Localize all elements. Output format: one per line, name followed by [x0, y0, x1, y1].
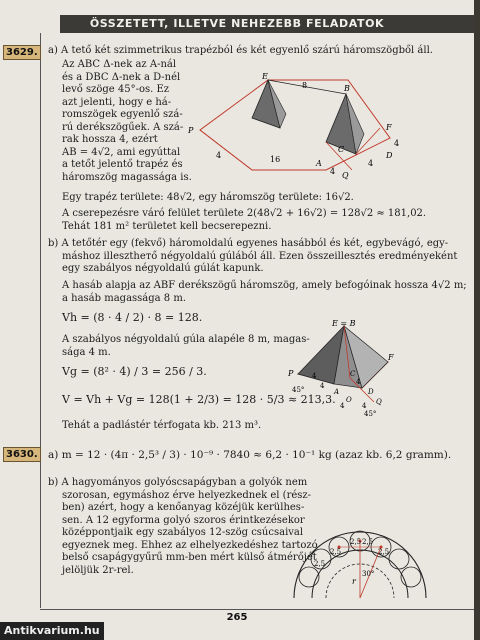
- problem-number-3629: 3629.: [3, 45, 41, 60]
- p3629-pyramid-text: [62, 334, 310, 359]
- text-line: b) A hagyományos golyóscsapágyban a golyók nem: [48, 477, 308, 488]
- margin-rule: [40, 33, 41, 608]
- footer-rule: [40, 609, 474, 610]
- label-E-B: E = B: [332, 319, 356, 328]
- text-line: b) A tetőtér egy (fekvő) háromoldalú egyenes hasábból és két, egybevágó, egy-: [48, 238, 449, 249]
- problem-number-3630: 3630.: [3, 447, 41, 462]
- angle-label: 45°: [292, 386, 305, 394]
- section-title: ÖSSZETETT, ILLETVE NEHEZEBB FELADATOK: [89, 17, 385, 30]
- length-a: 4: [330, 167, 336, 176]
- label-Q: Q: [376, 398, 382, 406]
- text-line: rak hossza 4, ezért: [62, 134, 158, 145]
- p3629-areas: Egy trapéz területe: 48√2, egy háromszög területe: 16√2.: [62, 192, 354, 203]
- angle-label: 30°: [362, 570, 375, 578]
- radius-label: r: [352, 577, 356, 586]
- text-line: sen. A 12 egyforma golyó szoros érintkezésekor: [62, 514, 305, 526]
- p3629-prism-base: A hasáb alapja az ABF derékszögű háromszög, amely befogóinak hossza 4√2 m;: [62, 280, 467, 291]
- label-Q: Q: [342, 171, 349, 180]
- p3629-cover: A cserepezésre váró felület területe 2(48√2 + 16√2) = 128√2 ≈ 181,02.: [62, 208, 427, 219]
- label-F: F: [388, 353, 394, 362]
- p3629-v-formula: V = Vh + Vg = 128(1 + 2/3) = 128 · 5/3 ≈ 213,3.: [62, 393, 336, 406]
- text-line: egy szabályos négyoldalú gúlát kapunk.: [62, 263, 264, 274]
- text-line: máshoz illesztheтő négyoldalú gúlából áll. Ezen összeillesztés eredményeként: [62, 250, 458, 262]
- length-label: 4: [340, 402, 345, 410]
- p3630-a-formula: a) m = 12 · (4π · 2,5³ / 3) · 10⁻⁹ · 7840 ≈ 6,2 · 10⁻¹ kg (azaz kb. 6,2 gramm).: [48, 449, 452, 461]
- label-F: F: [386, 123, 392, 132]
- p3629-cover-result: Tehát 181 m² területet kell becserepezni.: [62, 221, 272, 232]
- text-line: háromszög magassága is.: [62, 171, 192, 183]
- roof-figure: [180, 70, 408, 180]
- text-line: azt jelenti, hogy e há-: [62, 96, 172, 108]
- text-line: levő szöge 45°-os. Ez: [62, 84, 170, 95]
- text-line: középpontjaik egy szabályos 12-szög csúcsaival: [62, 527, 304, 538]
- text-line: és a DBC Δ-nek a D-nél: [62, 71, 181, 83]
- label-C: C: [338, 145, 345, 154]
- length-b: 4: [368, 159, 374, 168]
- text-line: a tetőt jelentő trapéz és: [62, 159, 183, 170]
- bearing-figure: [290, 472, 430, 600]
- text-line: Az ABC Δ-nek az A-nál: [62, 59, 177, 70]
- length-left: 4: [216, 151, 222, 160]
- length-bottom: 16: [270, 155, 281, 164]
- label-A: A: [334, 388, 340, 396]
- page-number: 265: [226, 612, 248, 623]
- text-line: A szabályos négyoldalú gúla alapéle 8 m, magas-: [62, 334, 310, 345]
- text-line: belső csapágygyűrű mm-ben mért külső átmérőjét: [62, 552, 317, 563]
- length-label: 4: [312, 372, 317, 380]
- label-O: O: [346, 396, 352, 404]
- p3629-prism-height: a hasáb magassága 8 m.: [62, 293, 186, 304]
- text-line: AB = 4√2, ami egyúttal: [62, 146, 181, 158]
- p3629-vg-formula: Vg = (8² · 4) / 3 = 256 / 3.: [62, 365, 207, 378]
- label-A: A: [316, 159, 322, 168]
- text-line: jelöljük 2r-rel.: [62, 564, 134, 576]
- length-label: 4: [356, 378, 361, 386]
- length-label: 4: [362, 402, 367, 410]
- label-P: P: [188, 126, 194, 135]
- page-header: [0, 0, 474, 36]
- ball: [401, 567, 421, 587]
- label-P: P: [288, 369, 294, 378]
- label-C: C: [350, 370, 356, 378]
- watermark: Antikvarium.hu: [0, 622, 104, 640]
- label-D: D: [368, 388, 374, 396]
- text-line: szorosan, egymáshoz érve helyezkednek el (rész-: [62, 489, 312, 501]
- label-E: E: [262, 72, 268, 81]
- text-line: egyeznek meg. Ehhez az elhelyezkedéshez tartozó: [62, 539, 318, 551]
- p3629-b-intro: [48, 238, 457, 276]
- ball-radius-label: 2,5: [350, 538, 362, 546]
- pyramid-figure: [288, 318, 398, 418]
- text-line: ben) azért, hogy a kenőanyag közéjük kerülhes-: [62, 502, 305, 513]
- roof-base-outline: [200, 80, 390, 170]
- p3629-a-text: [62, 59, 192, 184]
- ball-radius-label: 2,5: [362, 538, 374, 546]
- length-top: 8: [302, 81, 308, 90]
- angle-label: 45°: [364, 410, 377, 418]
- label-D: D: [386, 151, 393, 160]
- label-B: B: [344, 84, 350, 93]
- p3629-b-result: Tehát a padlástér térfogata kb. 213 m³.: [62, 420, 262, 431]
- length-right: 4: [394, 139, 400, 148]
- text-line: rú derékszögűek. A szá-: [62, 121, 184, 133]
- p3629-vh-formula: Vh = (8 · 4 / 2) · 8 = 128.: [62, 311, 203, 324]
- ball: [389, 549, 409, 569]
- text-line: sága 4 m.: [62, 346, 111, 358]
- p3630-b-text: [48, 477, 318, 577]
- p3629-a-intro: a) A tető két szimmetrikus trapézból és két egyenlő szárú háromszögből áll.: [48, 45, 433, 56]
- length-label: 4: [320, 382, 325, 390]
- ball-radius-label: 2,5: [378, 548, 390, 556]
- page-edge: [474, 0, 480, 640]
- text-line: romszögek egyenlő szá-: [62, 109, 183, 120]
- ball-radius-label: 2,5: [314, 560, 326, 568]
- ball-radius-label: 2,5: [330, 548, 342, 556]
- ball: [299, 567, 319, 587]
